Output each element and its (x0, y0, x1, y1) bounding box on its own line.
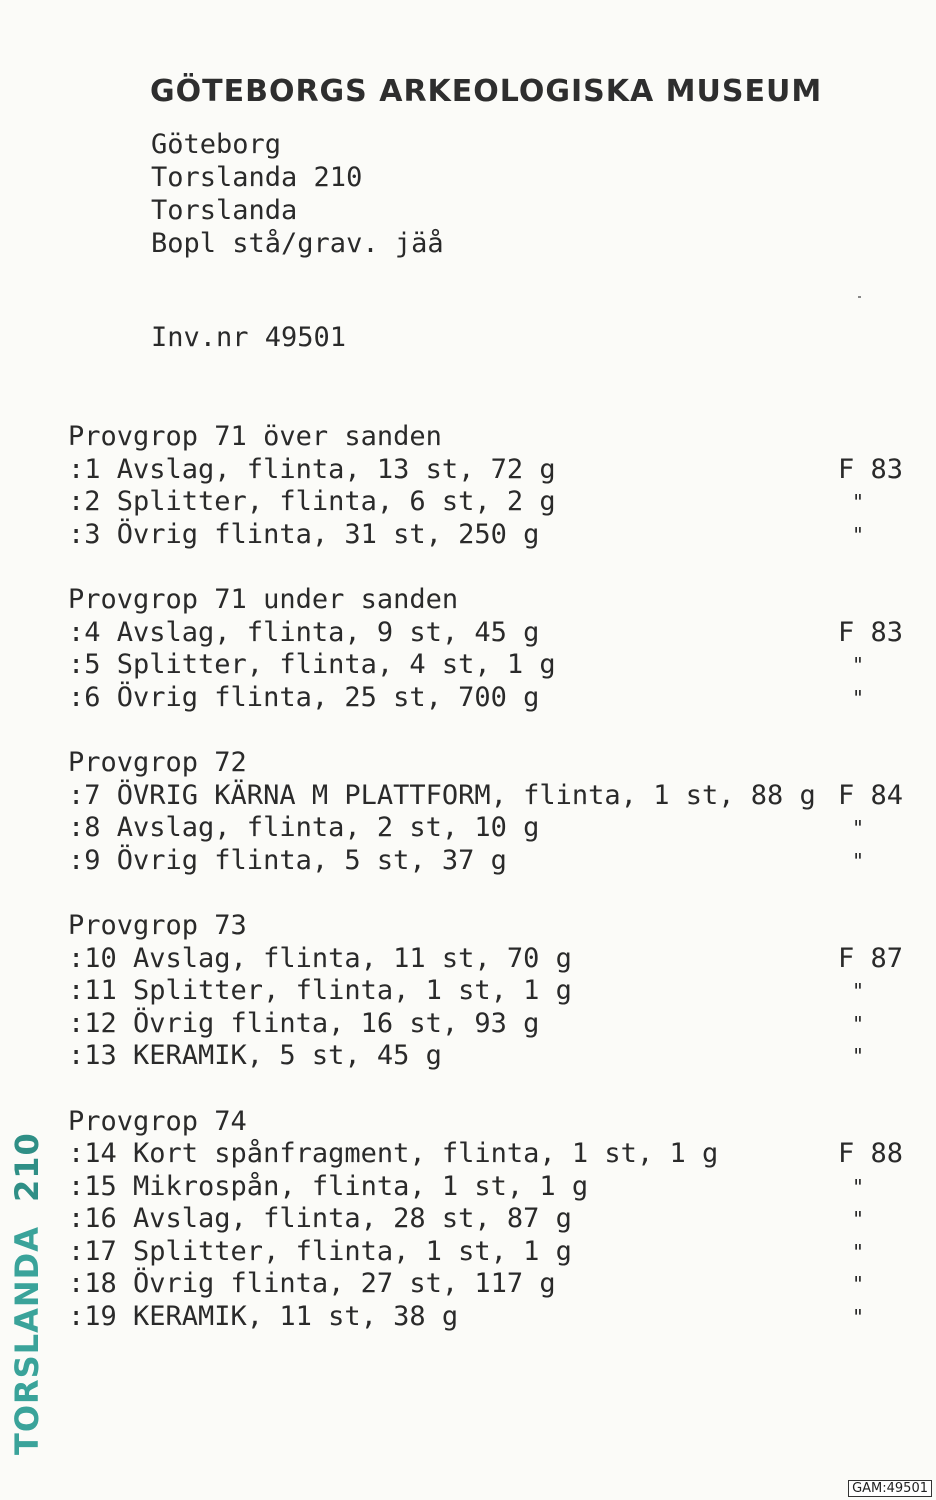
item-ref: F 88 (838, 1138, 904, 1169)
item-text: :12 Övrig flinta, 16 st, 93 g (68, 1007, 540, 1039)
ditto-mark: " (852, 653, 865, 677)
inventory-number: Inv.nr 49501 (151, 322, 347, 353)
find-item (68, 1040, 908, 1073)
find-group (68, 1106, 908, 1334)
site-stamp (8, 1132, 46, 1455)
group-heading: Provgrop 71 över sanden (68, 421, 442, 452)
ditto-mark: " (852, 848, 865, 873)
find-item (68, 975, 908, 1008)
site-header (151, 128, 444, 260)
stamp-number: 210 (8, 1132, 46, 1203)
ditto-mark: " (852, 816, 865, 840)
header-site: Torslanda 210 (151, 162, 363, 193)
find-item (68, 1236, 908, 1269)
ditto-mark: " (852, 1207, 865, 1231)
item-text: :2 Splitter, flinta, 6 st, 2 g (68, 486, 556, 517)
ditto-mark: " (852, 490, 865, 514)
find-item (68, 1203, 908, 1236)
find-item (68, 1268, 908, 1301)
find-item (68, 454, 908, 487)
find-item (68, 617, 908, 650)
ditto-mark: " (852, 1304, 865, 1329)
item-text: :17 Splitter, flinta, 1 st, 1 g (68, 1235, 572, 1267)
item-ref: F 84 (838, 779, 904, 811)
item-text: :15 Mikrospån, flinta, 1 st, 1 g (68, 1170, 589, 1202)
find-item (68, 649, 908, 682)
group-heading: Provgrop 74 (68, 1105, 247, 1137)
photo-id: GAM:49501 (848, 1480, 932, 1497)
item-text: :5 Splitter, flinta, 4 st, 1 g (68, 649, 556, 680)
item-text: :3 Övrig flinta, 31 st, 250 g (68, 518, 540, 550)
find-item (68, 1138, 908, 1171)
stamp-place: TORSLANDA (8, 1226, 46, 1455)
group-heading: Provgrop 71 under sanden (68, 584, 459, 615)
find-group (68, 910, 908, 1073)
group-heading: Provgrop 72 (68, 747, 247, 778)
museum-title: GÖTEBORGS ARKEOLOGISKA MUSEUM (150, 74, 823, 109)
find-item (68, 1171, 908, 1204)
ditto-mark: " (852, 1174, 865, 1199)
find-item (68, 682, 908, 715)
speck (858, 296, 861, 298)
find-group (68, 747, 908, 877)
item-text: :9 Övrig flinta, 5 st, 37 g (68, 844, 507, 876)
header-city: Göteborg (151, 129, 282, 160)
item-ref: F 87 (838, 942, 904, 974)
item-text: :19 KERAMIK, 11 st, 38 g (68, 1300, 459, 1332)
find-item (68, 780, 908, 813)
ditto-mark: " (852, 1044, 865, 1068)
find-item (68, 943, 908, 976)
item-text: :8 Avslag, flinta, 2 st, 10 g (68, 812, 540, 843)
item-text: :10 Avslag, flinta, 11 st, 70 g (68, 942, 572, 974)
find-item (68, 486, 908, 519)
header-parish: Torslanda (151, 195, 298, 226)
find-item (68, 845, 908, 878)
item-text: :11 Splitter, flinta, 1 st, 1 g (68, 975, 572, 1006)
item-text: :1 Avslag, flinta, 13 st, 72 g (68, 453, 556, 485)
item-text: :6 Övrig flinta, 25 st, 700 g (68, 681, 540, 713)
header-type: Bopl stå/grav. jäå (151, 228, 444, 259)
item-text: :13 KERAMIK, 5 st, 45 g (68, 1040, 442, 1071)
find-group (68, 421, 908, 551)
ditto-mark: " (852, 1272, 865, 1296)
ditto-mark: " (852, 979, 865, 1003)
item-text: :7 ÖVRIG KÄRNA M PLATTFORM, flinta, 1 st, 88 g (68, 779, 816, 811)
item-ref: F 83 (838, 453, 904, 485)
item-text: :16 Avslag, flinta, 28 st, 87 g (68, 1203, 572, 1234)
group-heading: Provgrop 73 (68, 910, 247, 941)
find-item (68, 1301, 908, 1334)
find-item (68, 1008, 908, 1041)
item-text: :18 Övrig flinta, 27 st, 117 g (68, 1268, 556, 1299)
ditto-mark: " (852, 522, 865, 547)
item-text: :4 Avslag, flinta, 9 st, 45 g (68, 616, 540, 648)
find-item (68, 812, 908, 845)
find-groups (68, 421, 908, 1366)
ditto-mark: " (852, 685, 865, 710)
ditto-mark: " (852, 1011, 865, 1036)
ditto-mark: " (852, 1239, 865, 1264)
find-group (68, 584, 908, 714)
item-text: :14 Kort spånfragment, flinta, 1 st, 1 g (68, 1138, 719, 1169)
find-item (68, 519, 908, 552)
item-ref: F 83 (838, 616, 904, 648)
